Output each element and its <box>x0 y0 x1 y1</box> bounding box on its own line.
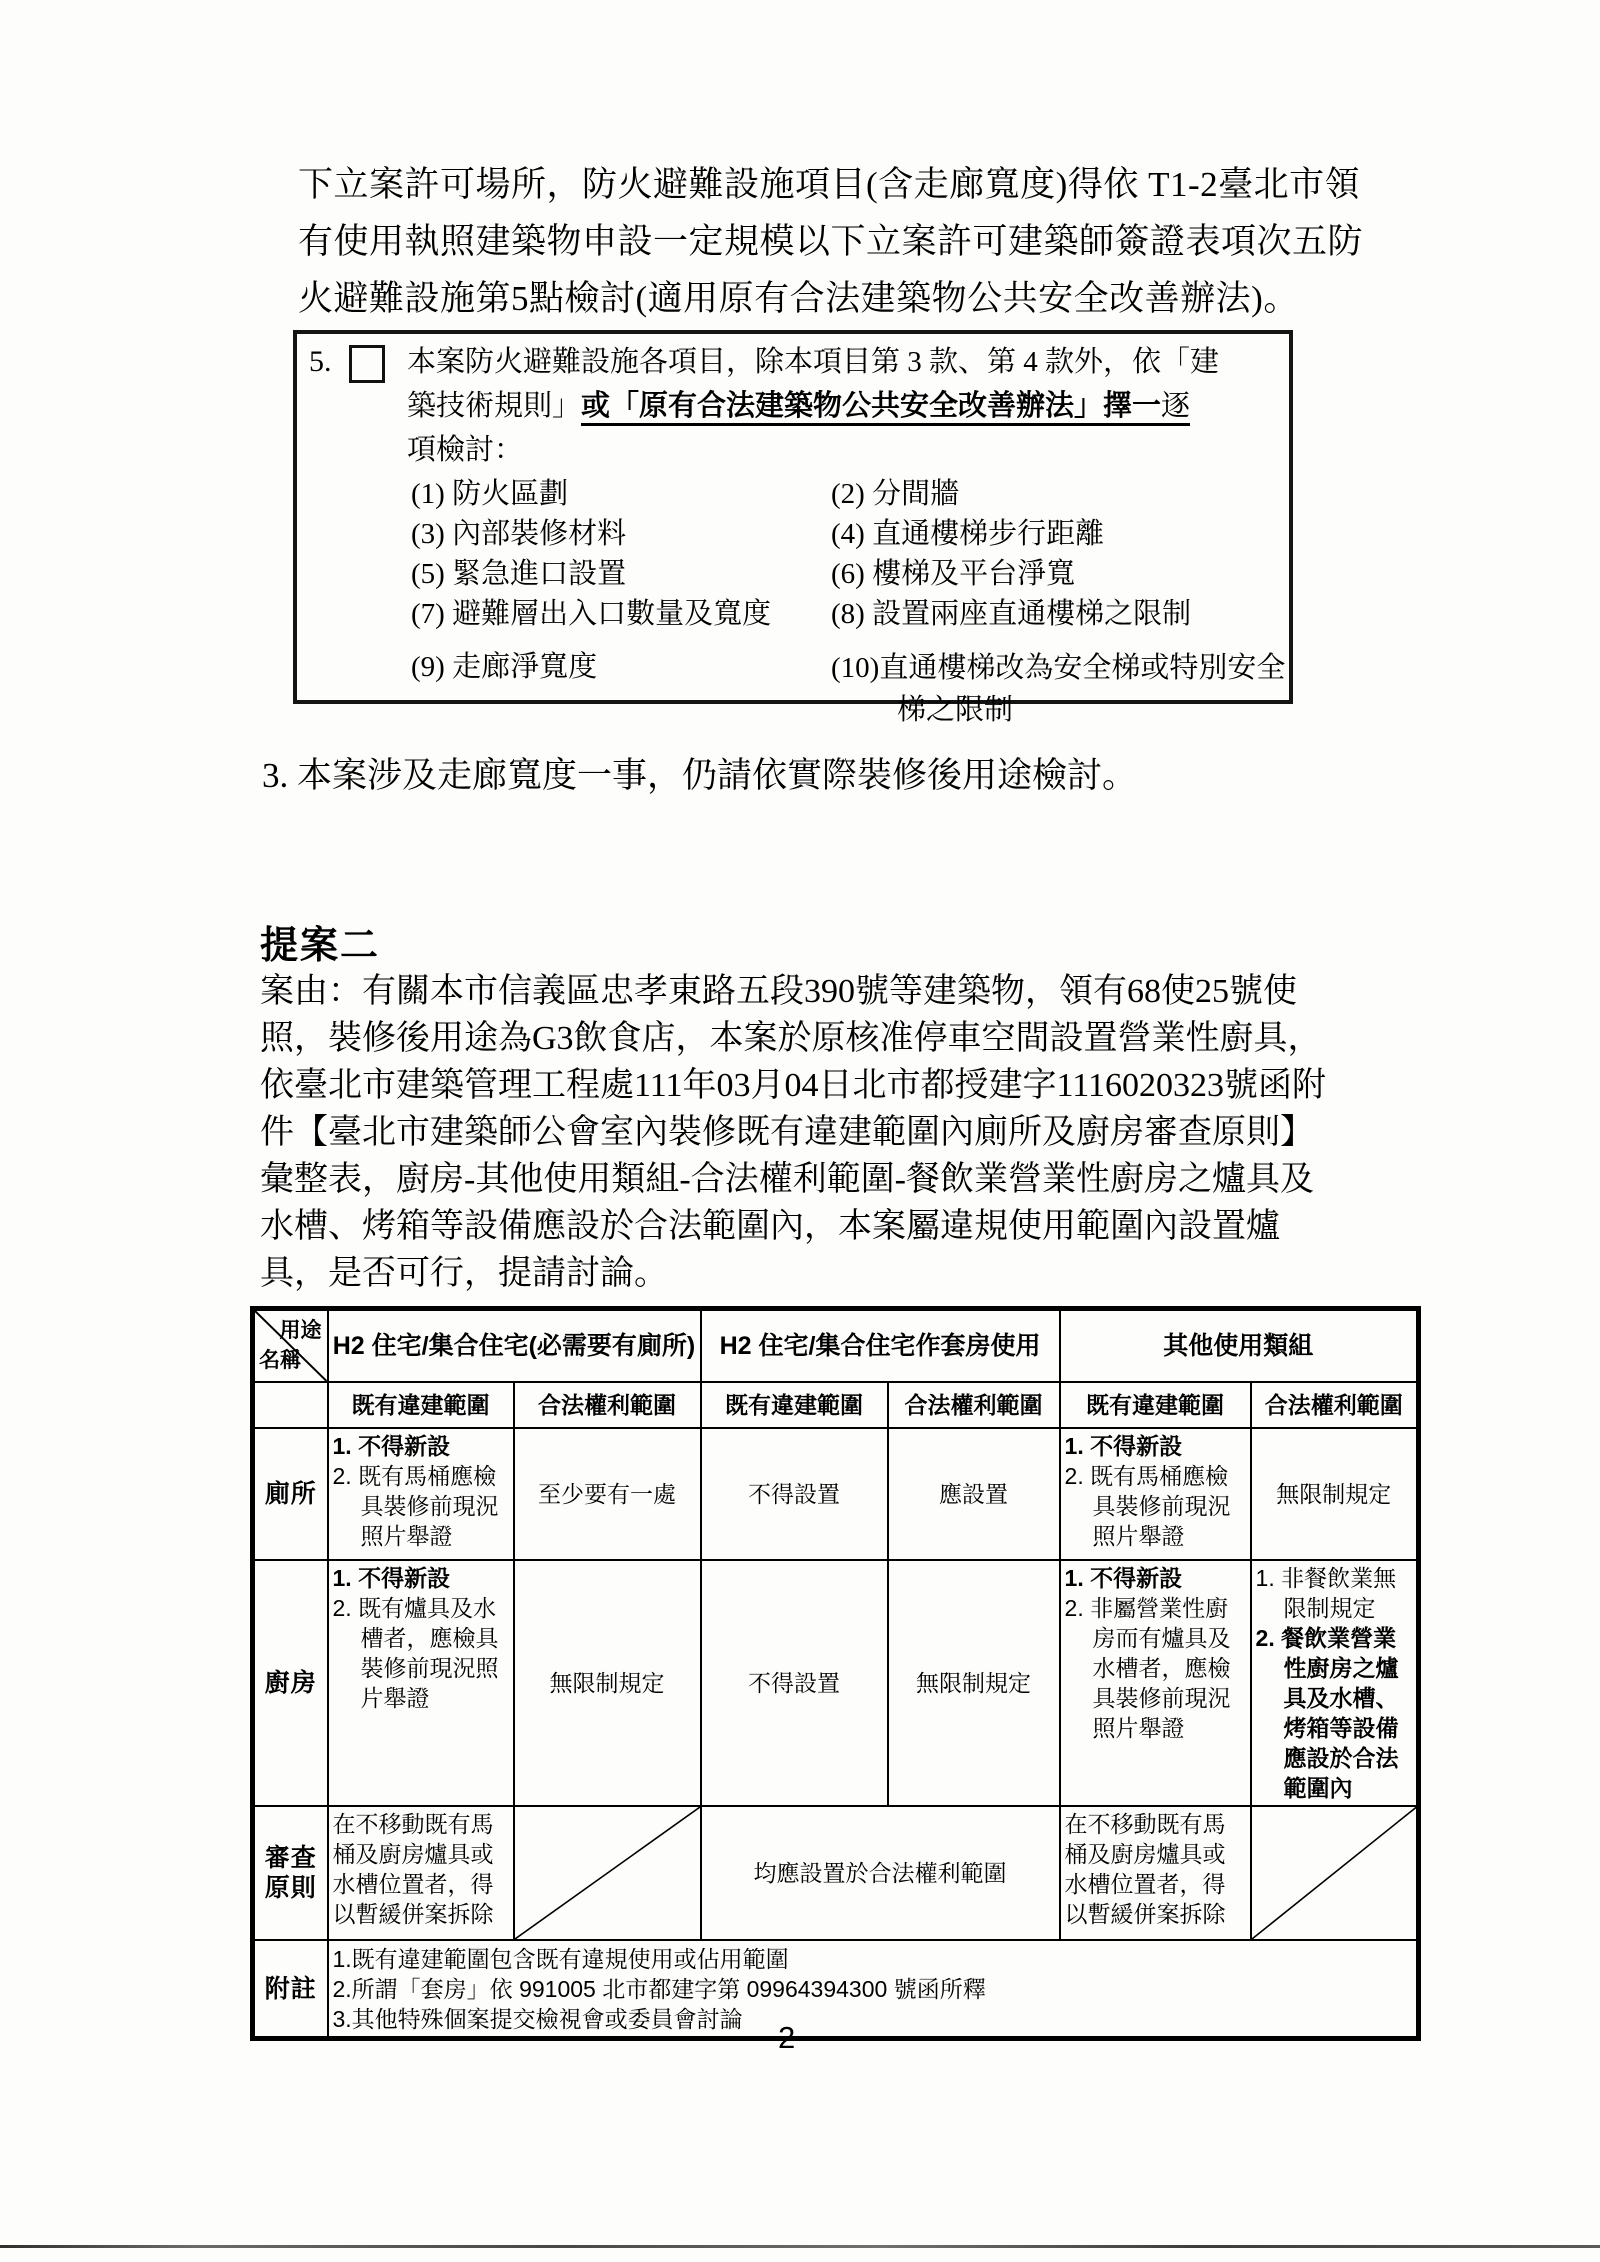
cell-toilet-h2-legal: 至少要有一處 <box>514 1428 701 1560</box>
group-header-h2-suite: H2 住宅/集合住宅作套房使用 <box>701 1309 1060 1383</box>
cell-item: 2. 餐飲業營業性廚房之爐具及水槽、烤箱等設備應設於合法範圍內 <box>1255 1625 1399 1801</box>
label-line: 原則 <box>264 1874 317 1902</box>
group-header-h2-residence: H2 住宅/集合住宅(必需要有廁所) <box>328 1309 701 1383</box>
cell-kitchen-other-legal <box>1251 1560 1419 1806</box>
cell-kitchen-h2-illegal <box>328 1560 514 1806</box>
subheader-cell: 合法權利範圍 <box>514 1382 701 1428</box>
cell-item: 2. 非屬營業性廚房而有爐具及水槽者，應檢具裝修前現況照片舉證 <box>1064 1595 1231 1741</box>
proposal-line: 件【臺北市建築師公會室內裝修既有違建範圍內廁所及廚房審查原則】 <box>260 1114 1314 1151</box>
cell-principle-other-legal-na <box>1251 1806 1419 1940</box>
cell-toilet-other-legal: 無限制規定 <box>1251 1428 1419 1560</box>
cell-item: 1. 不得新設 <box>332 1433 451 1459</box>
cell-item: 1. 不得新設 <box>332 1565 451 1591</box>
table-row-kitchen <box>253 1560 1419 1806</box>
checklist-row <box>411 554 1279 594</box>
lead-line <box>407 384 1219 428</box>
checklist-items <box>411 474 1286 731</box>
cell-principle-h2-illegal <box>328 1806 514 1940</box>
lead-line-post: 逐 <box>1161 390 1190 426</box>
cell-item: 1. 非餐飲業無限制規定 <box>1255 1565 1397 1621</box>
list-item: (8) 設置兩座直通樓梯之限制 <box>831 598 1192 630</box>
proposal-line: 案由：有關本市信義區忠孝東路五段390號等建築物，領有68使25號使 <box>260 973 1297 1010</box>
diagonal-line-icon <box>515 1807 700 1939</box>
subheader-cell: 既有違建範圍 <box>1060 1382 1251 1428</box>
cell-kitchen-h2-legal: 無限制規定 <box>514 1560 701 1806</box>
row-label-notes: 附註 <box>253 1940 328 2039</box>
page-number: 2 <box>778 2020 796 2055</box>
list-item: (2) 分間牆 <box>831 478 960 510</box>
list-item: (6) 樓梯及平台淨寬 <box>831 558 1076 590</box>
row-label-kitchen: 廚房 <box>253 1560 328 1806</box>
cell-toilet-h2-illegal <box>328 1428 514 1560</box>
lead-line-pre: 築技術規則」 <box>407 390 582 422</box>
list-item: (10)直通樓梯改為安全梯或特別安全梯之限制 <box>831 652 1286 726</box>
proposal-line: 水槽、烤箱等設備應設於合法範圍內，本案屬違規使用範圍內設置爐 <box>260 1208 1280 1245</box>
lead-line-emphasis: 或「原有合法建築物公共安全改善辦法」擇一 <box>581 390 1161 426</box>
list-item: (3) 內部裝修材料 <box>411 518 627 550</box>
checklist-row <box>411 594 1279 634</box>
cell-toilet-other-illegal <box>1060 1428 1251 1560</box>
cell-item: 1. 不得新設 <box>1064 1565 1183 1591</box>
corner-header-cell <box>253 1309 328 1383</box>
cell-item: 2. 既有馬桶應檢具裝修前現況照片舉證 <box>332 1463 499 1549</box>
checkbox-icon <box>349 345 385 383</box>
cell-text: 在不移動既有馬桶及廚房爐具或水槽位置者，得以暫緩併案拆除 <box>1064 1811 1226 1927</box>
lead-line: 項檢討： <box>407 434 524 466</box>
intro-paragraph <box>298 156 1363 327</box>
corner-label-usage: 用途 <box>279 1319 322 1342</box>
proposal-line: 彙整表，廚房-其他使用類組-合法權利範圍-餐飲業營業性廚房之爐具及 <box>260 1161 1314 1198</box>
proposal-line: 照，裝修後用途為G3飲食店，本案於原核准停車空間設置營業性廚具， <box>260 1020 1322 1057</box>
table-group-header-row <box>253 1309 1419 1383</box>
label-line: 審查 <box>264 1844 317 1872</box>
checklist-row <box>411 514 1279 554</box>
cell-kitchen-suite-illegal: 不得設置 <box>701 1560 888 1806</box>
fire-safety-checklist-box <box>293 330 1293 726</box>
corner-label-name: 名稱 <box>259 1349 301 1372</box>
cell-principle-h2-legal-na <box>514 1806 701 1940</box>
intro-line: 下立案許可場所，防火避難設施項目(含走廊寬度)得依 T1-2臺北市領 <box>298 165 1361 204</box>
list-item: (7) 避難層出入口數量及寬度 <box>411 598 772 630</box>
proposal-body <box>260 968 1326 1297</box>
table-row-toilet <box>253 1428 1419 1560</box>
group-header-other-use: 其他使用類組 <box>1060 1309 1419 1383</box>
intro-line: 火避難設施第5點檢討(適用原有合法建築物公共安全改善辦法)。 <box>298 279 1299 318</box>
checklist-row <box>411 647 1286 731</box>
cell-item: 1. 不得新設 <box>1064 1433 1183 1459</box>
list-item: (5) 緊急進口設置 <box>411 558 627 590</box>
diagonal-line-icon <box>1252 1807 1417 1939</box>
checklist-item-number: 5. <box>309 345 332 378</box>
item3-paragraph: 3. 本案涉及走廊寬度一事，仍請依實際裝修後用途檢討。 <box>262 756 1138 795</box>
cell-kitchen-suite-legal: 無限制規定 <box>888 1560 1060 1806</box>
cell-item: 2. 既有爐具及水槽者，應檢具裝修前現況照片舉證 <box>332 1595 499 1711</box>
cell-principle-other-illegal <box>1060 1806 1251 1940</box>
note-line: 3.其他特殊個案提交檢視會或委員會討論 <box>332 2005 743 2032</box>
cell-kitchen-other-illegal <box>1060 1560 1251 1806</box>
lead-line: 本案防火避難設施各項目，除本項目第 3 款、第 4 款外，依「建 <box>407 346 1220 378</box>
note-line: 1.既有違建範圍包含既有違規使用或佔用範圍 <box>332 1945 789 1972</box>
subheader-cell: 合法權利範圍 <box>1251 1382 1419 1428</box>
cell-text: 在不移動既有馬桶及廚房爐具或水槽位置者，得以暫緩併案拆除 <box>332 1811 494 1927</box>
intro-line: 有使用執照建築物申設一定規模以下立案許可建築師簽證表項次五防 <box>298 222 1364 261</box>
cell-principle-suite-merged: 均應設置於合法權利範圍 <box>701 1806 1060 1940</box>
proposal-line: 具，是否可行，提請討論。 <box>260 1255 668 1292</box>
review-criteria-table <box>250 1306 1421 2041</box>
row-label-review-principle <box>253 1806 328 1940</box>
table-subheader-row <box>253 1382 1419 1428</box>
table-row-notes <box>253 1940 1419 2039</box>
row-label-toilet: 廁所 <box>253 1428 328 1560</box>
cell-notes <box>328 1940 1419 2039</box>
checklist-row <box>411 474 1279 514</box>
note-line: 2.所謂「套房」依 991005 北市都建字第 09964394300 號函所釋 <box>332 1975 986 2002</box>
subheader-cell: 合法權利範圍 <box>888 1382 1060 1428</box>
cell-toilet-suite-legal: 應設置 <box>888 1428 1060 1560</box>
subheader-cell: 既有違建範圍 <box>701 1382 888 1428</box>
proposal-line: 依臺北市建築管理工程處111年03月04日北市都授建字1116020323號函附 <box>260 1067 1326 1104</box>
empty-cell <box>253 1382 328 1428</box>
list-item: (9) 走廊淨寬度 <box>411 651 598 683</box>
checklist-lead <box>309 340 1279 472</box>
scan-artifact-line <box>0 2245 1600 2248</box>
list-item: (1) 防火區劃 <box>411 478 569 510</box>
subheader-cell: 既有違建範圍 <box>328 1382 514 1428</box>
cell-item: 2. 既有馬桶應檢具裝修前現況照片舉證 <box>1064 1463 1231 1549</box>
table-row-review-principle <box>253 1806 1419 1940</box>
cell-toilet-suite-illegal: 不得設置 <box>701 1428 888 1560</box>
proposal-heading: 提案二 <box>260 925 381 967</box>
list-item: (4) 直通樓梯步行距離 <box>831 518 1105 550</box>
checklist-lead-text <box>407 340 1219 472</box>
